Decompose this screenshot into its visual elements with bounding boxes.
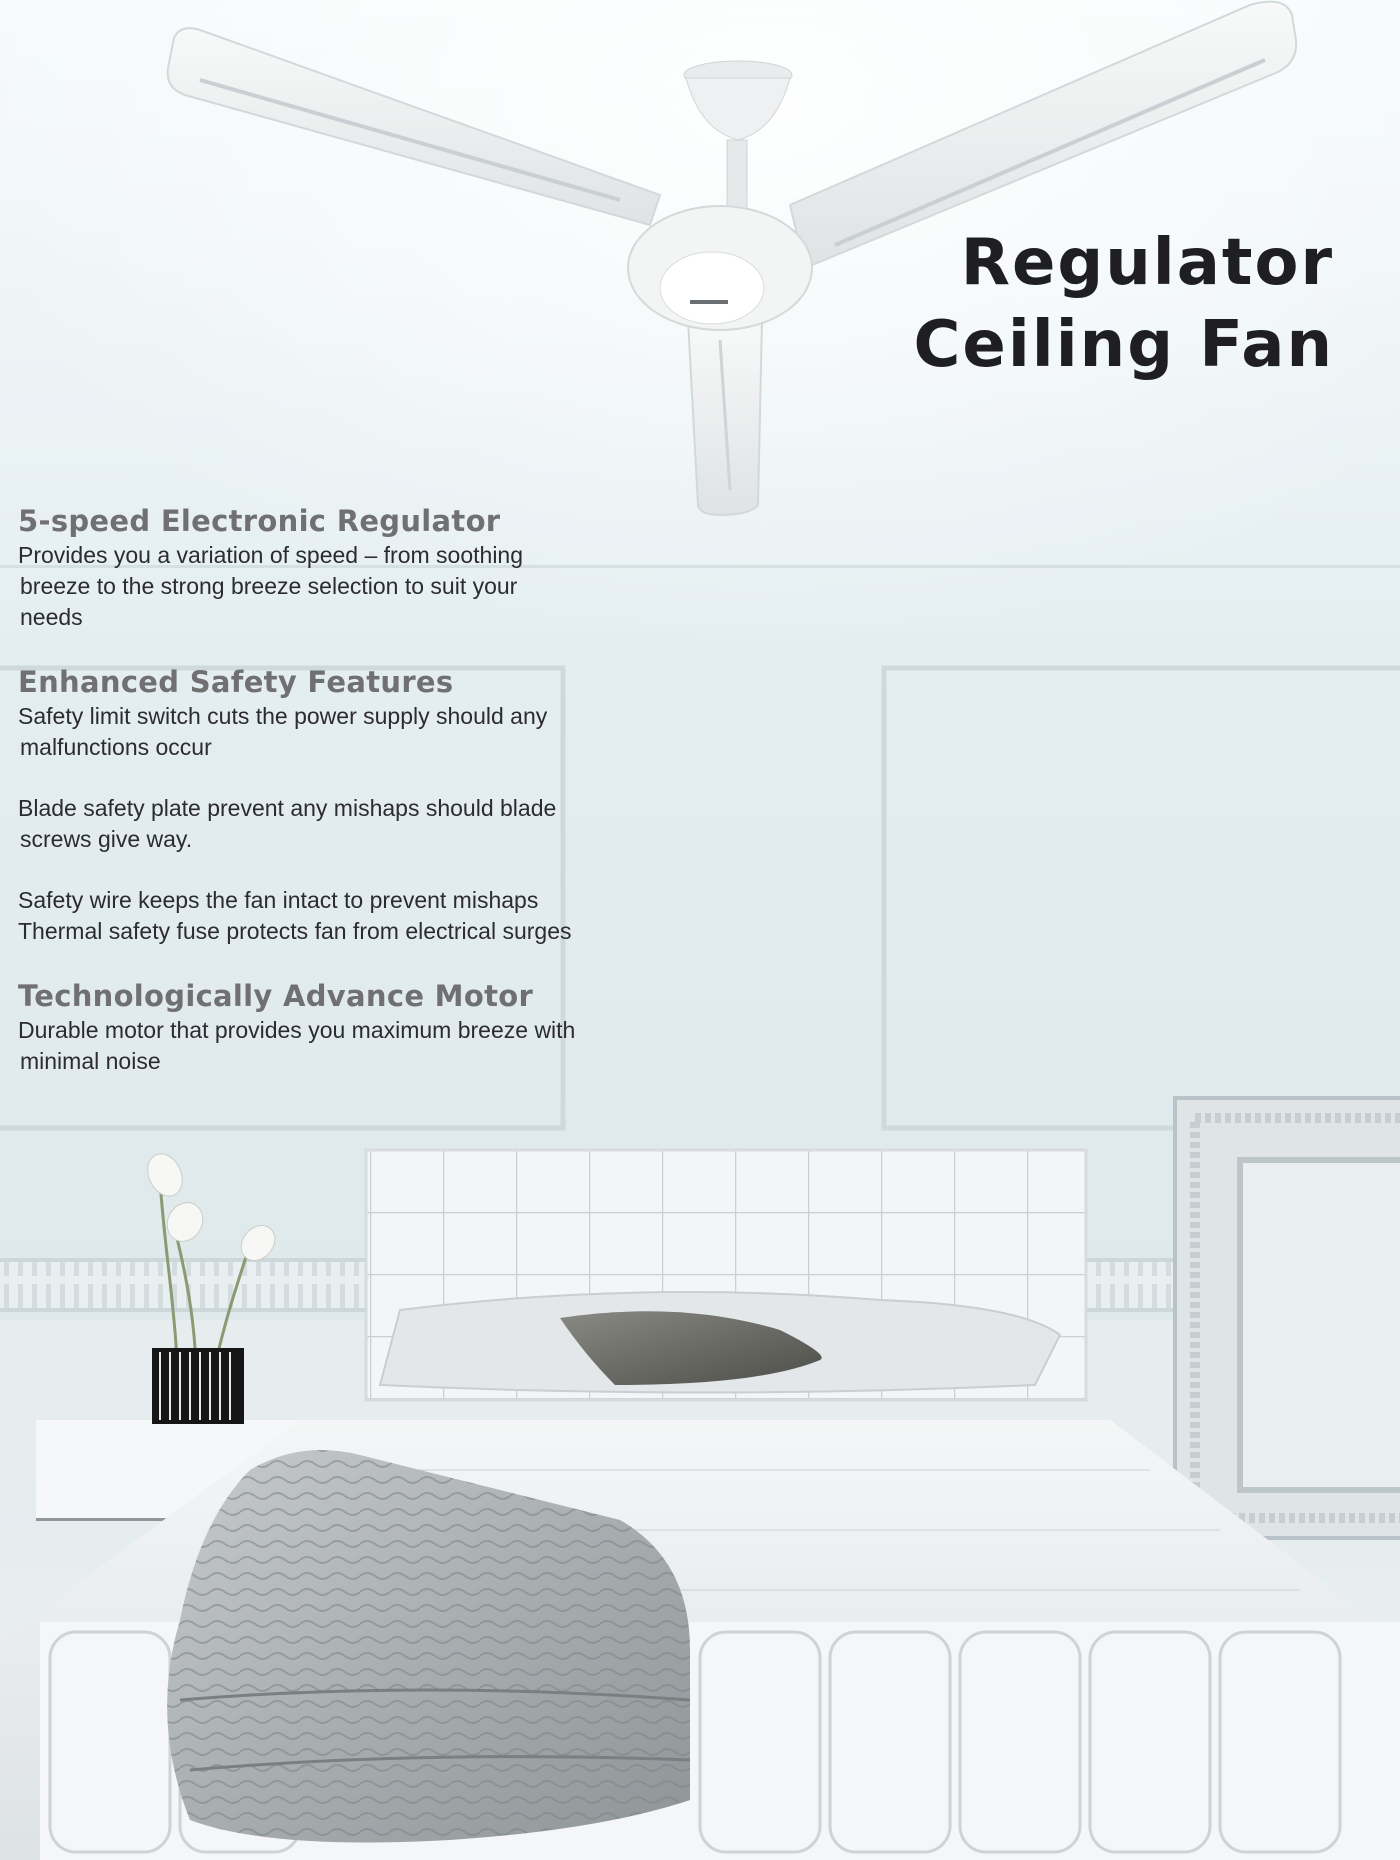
feature-heading: Technologically Advance Motor — [18, 979, 534, 1013]
feature-description: Blade safety plate prevent any mishaps should blade screws give way. — [18, 795, 557, 852]
ornate-frame-illustration — [1175, 1098, 1400, 1538]
title-line-2: Ceiling Fan — [913, 308, 1334, 382]
feature-description: Safety wire keeps the fan intact to prevent mishaps Thermal safety fuse protects fan from electrical surges — [18, 887, 572, 944]
feature-heading: 5-speed Electronic Regulator — [18, 504, 501, 538]
title-line-1: Regulator — [960, 226, 1334, 300]
feature-list — [18, 502, 578, 1077]
feature-description: Safety limit switch cuts the power supply should any malfunctions occur — [18, 703, 548, 760]
feature-heading: Enhanced Safety Features — [18, 665, 454, 699]
feature-description: Provides you a variation of speed – from soothing breeze to the strong breeze selection to suit your needs — [18, 542, 524, 630]
feature-description: Durable motor that provides you maximum breeze with minimal noise — [18, 1017, 576, 1074]
feature-motor — [18, 977, 578, 1077]
feature-regulator — [18, 502, 578, 633]
feature-safety — [18, 663, 578, 947]
product-title — [913, 222, 1334, 386]
